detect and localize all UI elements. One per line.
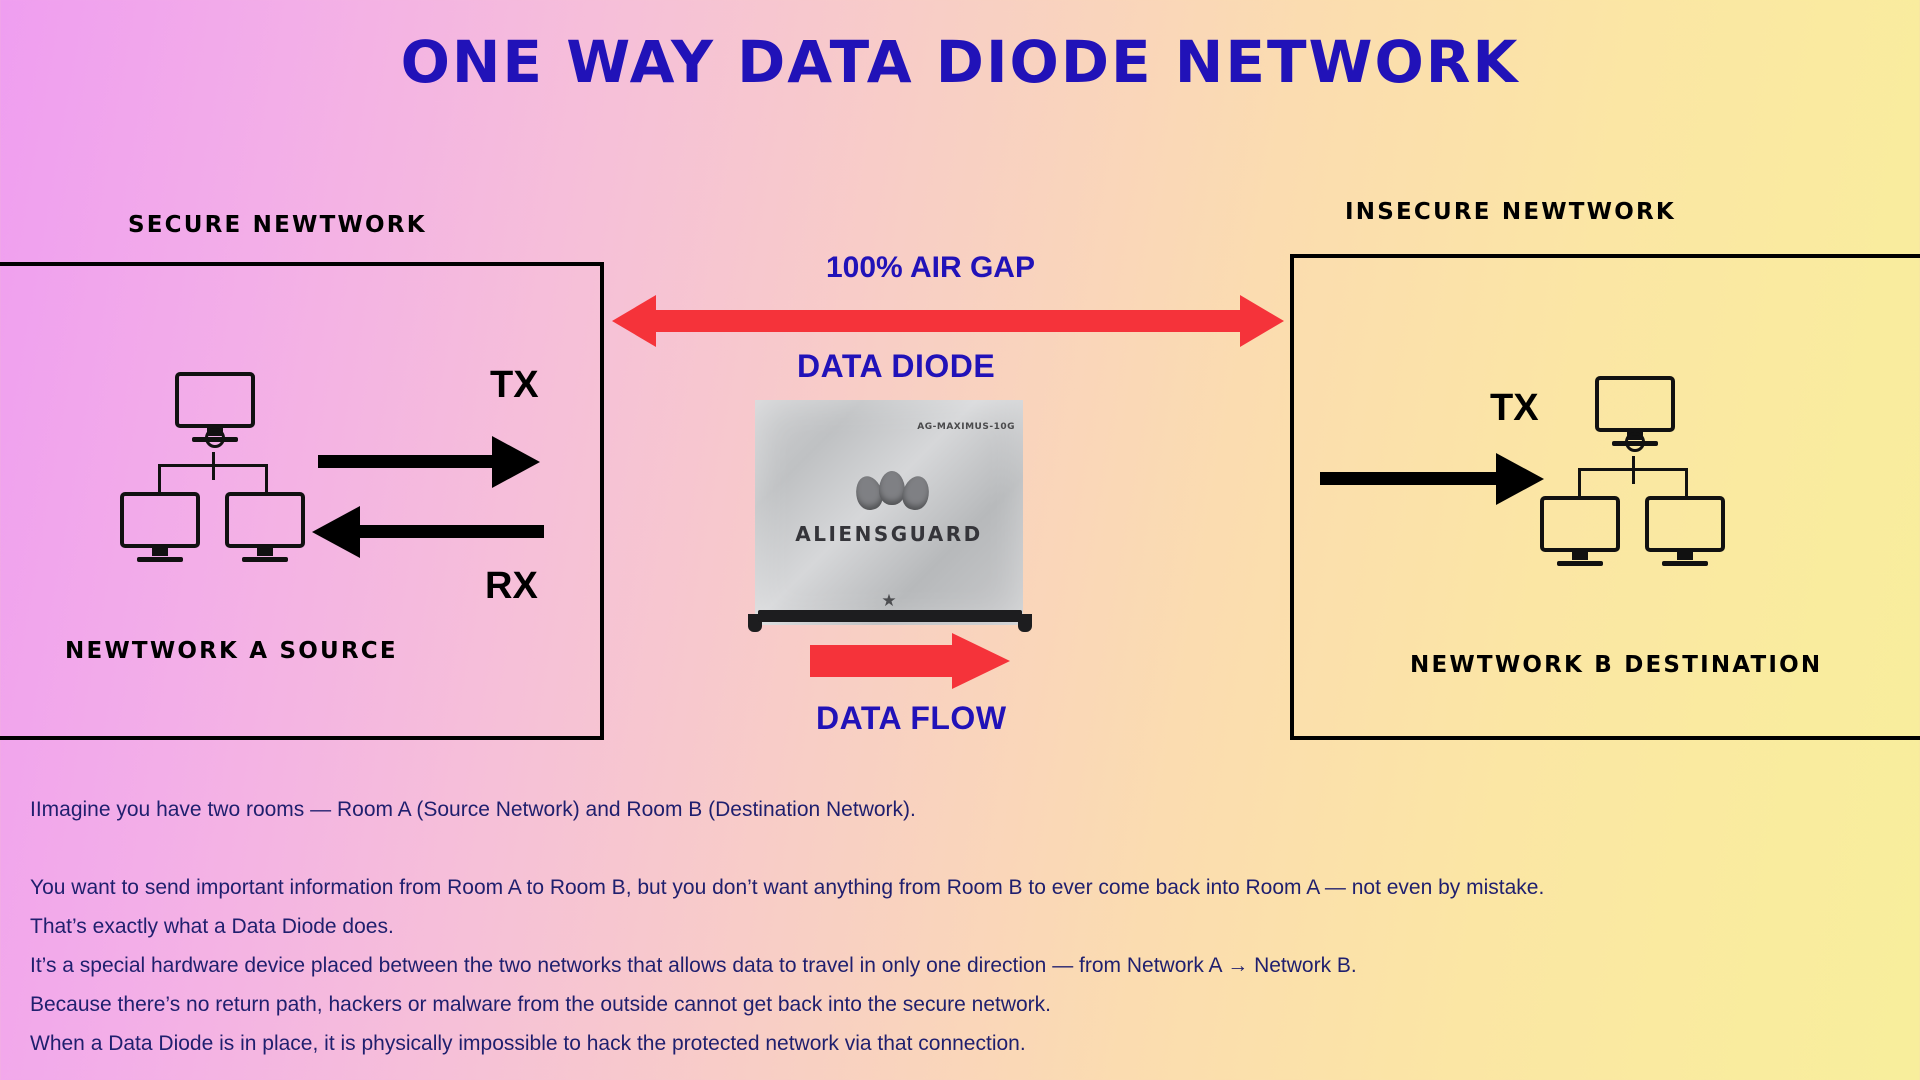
explanation-text	[30, 790, 1910, 1063]
device-rack-mount	[748, 610, 1032, 632]
device-model-text: AG-MAXIMUS-10G	[917, 422, 1015, 432]
rx-label-network-a: RX	[485, 565, 538, 607]
tx-label-network-a: TX	[490, 364, 539, 406]
device-brand-text: ALIENSGUARD	[795, 522, 983, 546]
hub-node-icon	[1625, 432, 1645, 452]
monitor-icon	[1645, 496, 1725, 552]
monitor-icon	[1595, 376, 1675, 432]
network-b-caption: NEWTWORK B DESTINATION	[1410, 652, 1823, 678]
monitor-icon	[225, 492, 305, 548]
explanation-line-6: When a Data Diode is in place, it is physically impossible to hack the protected network via that connection.	[30, 1032, 1026, 1055]
monitor-icon	[1540, 496, 1620, 552]
data-diode-device-image	[755, 400, 1023, 625]
alien-head-icon	[879, 471, 905, 505]
insecure-network-label: INSECURE NEWTWORK	[1345, 199, 1676, 225]
data-flow-label: DATA FLOW	[816, 700, 1007, 736]
data-flow-arrow	[810, 633, 1010, 689]
star-icon: ★	[881, 591, 897, 610]
explanation-line-2: You want to send important information from Room A to Room B, but you don’t want anything from Room B to ever come back into Room A — not even by mistake.	[30, 876, 1545, 899]
explanation-line-1: IImagine you have two rooms — Room A (Source Network) and Room B (Destination Network).	[30, 798, 916, 821]
network-a-computers-icon	[120, 372, 310, 572]
monitor-icon	[120, 492, 200, 548]
network-a-caption: NEWTWORK A SOURCE	[65, 638, 398, 664]
explanation-line-5: Because there’s no return path, hackers or malware from the outside cannot get back into the secure network.	[30, 993, 1052, 1016]
data-diode-label: DATA DIODE	[797, 348, 996, 384]
explanation-line-4: It’s a special hardware device placed between the two networks that allows data to travel in only one direction — from Network A → Network B.	[30, 954, 1357, 977]
air-gap-double-arrow	[612, 295, 1284, 347]
secure-network-label: SECURE NEWTWORK	[128, 212, 427, 238]
explanation-line-3: That’s exactly what a Data Diode does.	[30, 915, 394, 938]
alien-head-icon	[899, 473, 932, 512]
air-gap-label: 100% AIR GAP	[826, 251, 1035, 284]
page-title: ONE WAY DATA DIODE NETWORK	[400, 28, 1520, 96]
network-b-computers-icon	[1540, 376, 1730, 576]
monitor-icon	[175, 372, 255, 428]
hub-node-icon	[205, 428, 225, 448]
tx-label-network-b: TX	[1490, 387, 1539, 429]
